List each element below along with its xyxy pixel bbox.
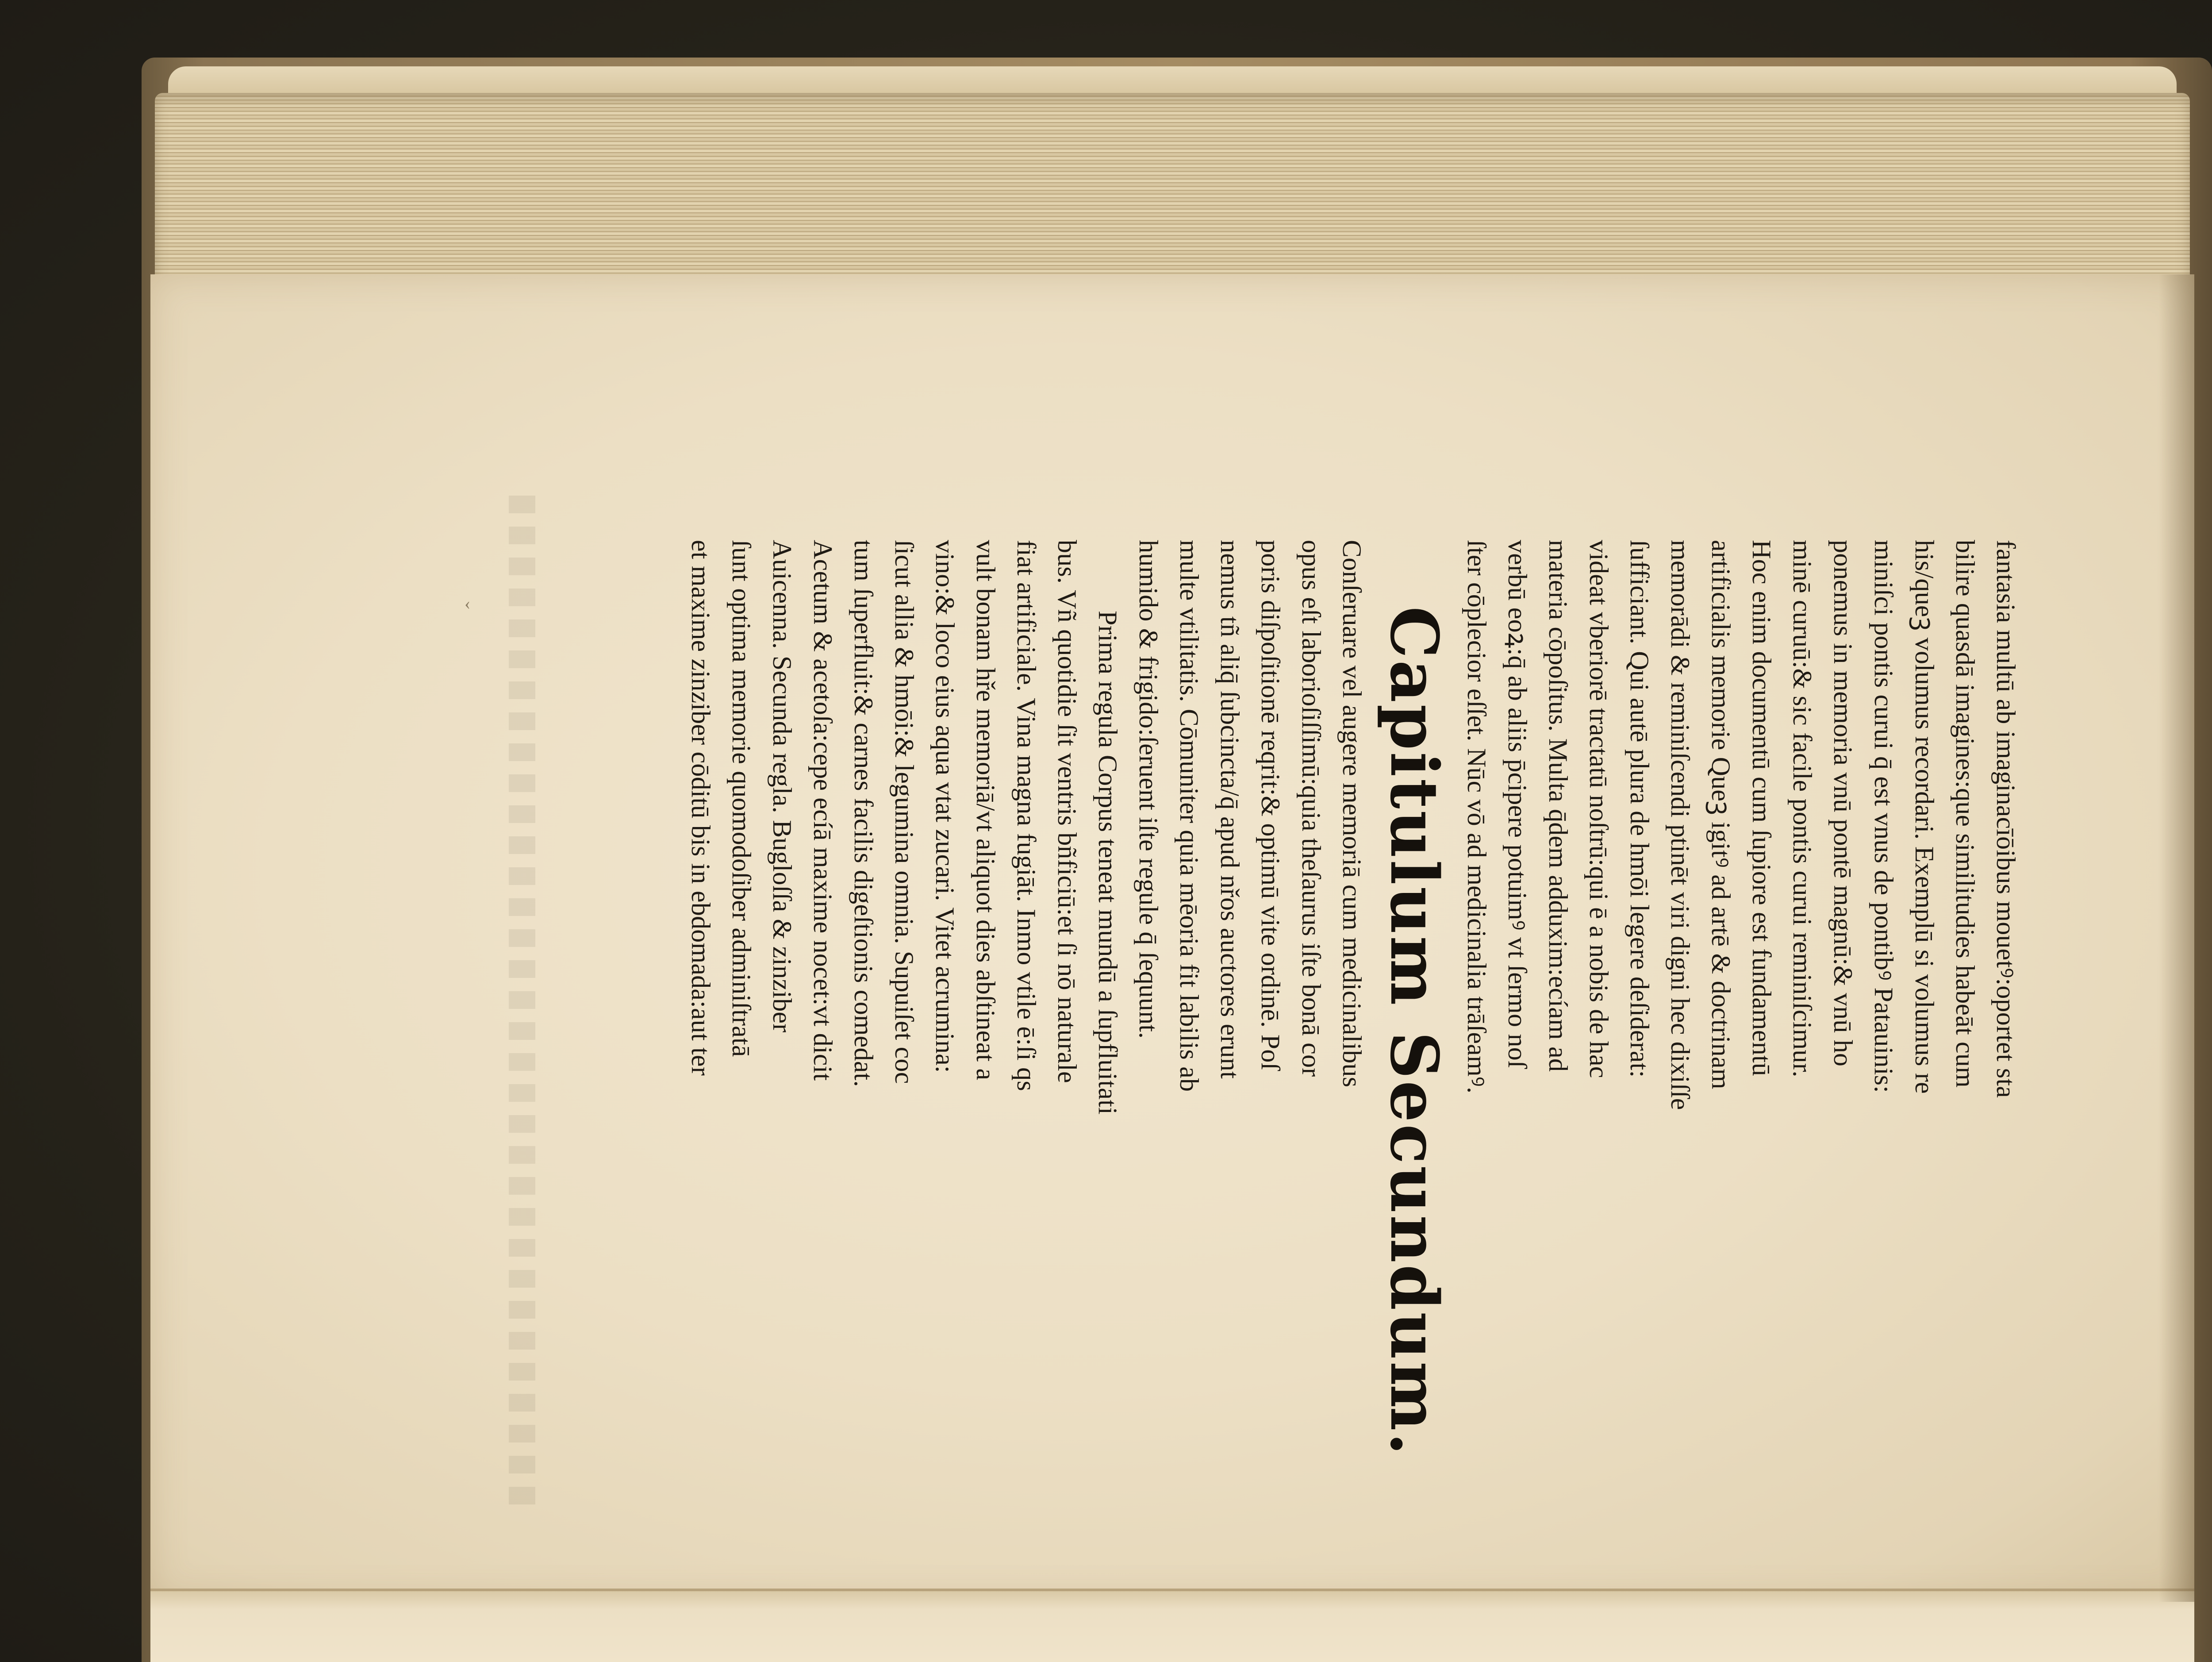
- text-line: opus eſt laborioſiſſimū:quia theſaurus iſte bonā cor: [1297, 540, 1326, 1077]
- paragraph-after-heading: [680, 540, 1372, 1491]
- text-line: et maxime zinziber cōditū bis in ebdomada:aut ter: [686, 540, 715, 1076]
- text-line: artificialis memorie Queꝫ igitꝰ ad artē & doctrinam: [1706, 540, 1736, 1089]
- text-line: ſufficiant. Qui autē plura de hmōi legere deſiderat:: [1625, 540, 1654, 1078]
- text-line: miniſci pontis curui q̄ est vnus de pontibꝰ Patauinis:: [1869, 540, 1898, 1093]
- text-line: Prima regula Corpus teneat mundū a ſupfluitati: [1093, 611, 1122, 1115]
- text-line: Hoc enim documentū cum ſupiore est fundamentū: [1747, 540, 1776, 1077]
- gutter-shadow: [2159, 274, 2194, 1602]
- text-line: ſicut allia & hmōi:& legumina omnia. Supuiſet coc: [890, 540, 919, 1084]
- text-line: tum ſuperfluit:& carnes facilis digeſtionis comedat.: [849, 540, 878, 1087]
- text-line: Auicenna. Secunda regla. Bugloſſa & zinziber: [768, 540, 797, 1033]
- text-line: memorādi & reminiſcendi ptinēt viri digni hec dixiſſe: [1666, 540, 1695, 1110]
- text-line: bus. Vñ quotidie ſit ventris bñficiū:et ſi nō naturale: [1052, 540, 1082, 1083]
- text-line: fiat artificiale. Vina magna fugiāt. Inmo vtile ē:ſi qs: [1012, 540, 1041, 1091]
- text-line: ſter cōplecior eſſet. Nūc vō ad medicinalia trāſeamꝰ.: [1462, 540, 1491, 1094]
- text-line: Conſeruare vel augere memoriā cum medicinalibus: [1337, 540, 1367, 1088]
- text-line: bilire quasdā imagines:que similitudies habeāt cum: [1951, 540, 1980, 1088]
- text-block: [500, 522, 2035, 1509]
- text-line: fantasia multū ab imaginacīōibus mouetꝰ:oportet sta: [1991, 540, 2020, 1098]
- facing-page: [150, 1589, 2194, 1662]
- page-edges: [155, 93, 2190, 288]
- text-line: poris diſpoſitionē reqrit:& optimū vite ordinē. Poſ: [1256, 540, 1285, 1070]
- margin-mark: ‹: [465, 593, 471, 613]
- text-line: verbū eoꝝ:q̄ ab aliis p̄cipere potuimꝰ vt ſermo noſ: [1503, 540, 1532, 1068]
- chapter-heading: Capitulum Secundum.: [1376, 606, 1453, 1457]
- text-line: vult bonam hře memoriā/vt aliquot dies abſtineat a: [971, 540, 1000, 1081]
- text-line: minē curuū:& sic facile pontis curui reminiſcimur.: [1788, 540, 1817, 1077]
- text-line: humido & frigido:ſeruent iſte regule q̄ ſequunt.: [1134, 540, 1163, 1039]
- text-line: nemus tñ aliq̄ ſubcincta/q̄ apud nřos auctores erunt: [1215, 540, 1244, 1079]
- text-line: multe vtilitatis. Cōmuniter quia mēoria fit labilis ab: [1175, 540, 1204, 1092]
- text-line: vino:& loco eius aqua vtat zucari. Vitet acrumina:: [930, 540, 960, 1073]
- text-line: his/queꝫ volumus recordari. Exemplū si volumus re: [1910, 540, 1939, 1094]
- text-line: materia cōpoſitus. Multa q̄dem adduxim:ecíam ad: [1544, 540, 1573, 1072]
- text-line: videat vberiorē tractatū noſtrū:qui ē a nobis de hac: [1584, 540, 1613, 1078]
- text-line: ponemus in memoria vnū pontē magnū:& vnū ho: [1828, 540, 1858, 1067]
- text-line: ſunt optima memorie quomodoſiber adminiſtratā: [727, 540, 756, 1057]
- text-line: Acetum & acetoſa:cepe ecíā maxime nocet:vt dicit: [808, 540, 837, 1081]
- paragraph-before-heading: [1456, 540, 2026, 1491]
- text-area: [500, 522, 2035, 1509]
